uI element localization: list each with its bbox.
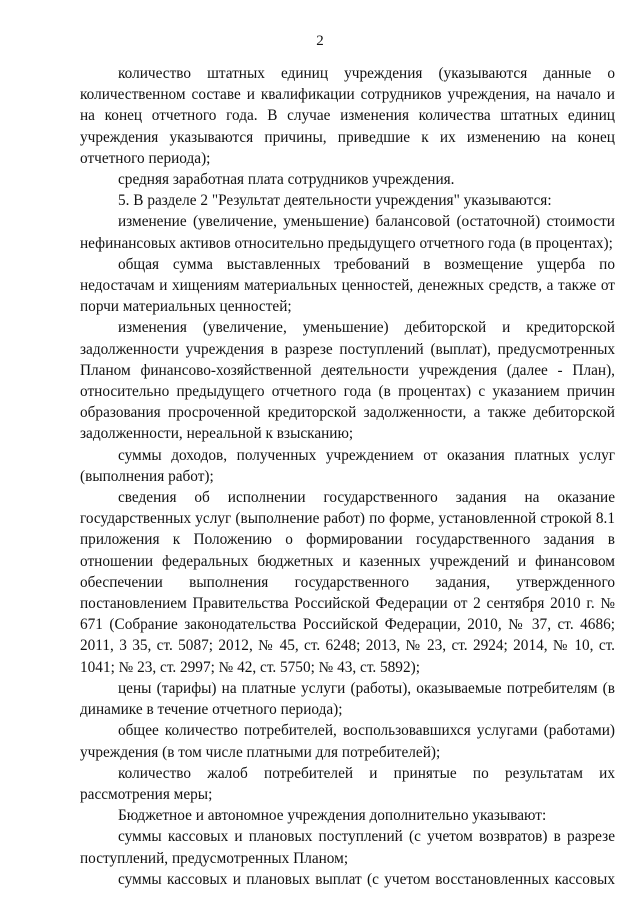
paragraph-consumer-count: общее количество потребителей, воспользовавшихся услугами (работами) учреждения (в том числе платными для потребителей); (80, 722, 615, 761)
paragraph-service-prices: цены (тарифы) на платные услуги (работы), оказываемые потребителям (в динамике в течение отчетного периода); (80, 679, 615, 719)
paragraph-state-assignment: сведения об исполнении государственного задания на оказание государственных услуг (выполнение работ) по форме, установленной строкой 8.1 приложения к Положению о формировании государственного задания в отношении федеральных бюджетных и казенных учреждений и финансовом обеспечении выполнения государственного задания, утвержденного постановлением Правительства Российской Федерации от 2 сентября 2010 г. № 671 (Собрание законодательства Российской Федерации, 2010, № 37, ст. 4686; 2011, 3 35, ст. 5087; 2012, № 45, ст. 6248; 2013, № 23, ст. 2924; 2014, № 10, ст. 1041; № 23, ст. 2997; № 42, ст. 5750; № 43, ст. 5892); (80, 489, 615, 676)
paragraph-budget-autonomous: Бюджетное и автономное учреждения дополнительно указывают: (118, 807, 547, 825)
paragraph-receipts: суммы кассовых и плановых поступлений (с учетом возвратов) в разрезе поступлений, предусмотренных Планом; (80, 828, 615, 867)
page-number: 2 (316, 33, 324, 49)
paragraph-damage-claims: общая сумма выставленных требований в возмещение ущерба по недостачам и хищениям материальных ценностей, денежных средств, а также от порчи материальных ценностей; (80, 255, 615, 316)
document-body (80, 63, 615, 890)
paragraph-staff-count: количество штатных единиц учреждения (указываются данные о количественном составе и квалификации сотрудников учреждения, на начало и на конец отчетного года. В случае изменения количества штатных единиц учреждения указываются причины, приведшие к их изменению на конец отчетного периода); (80, 65, 615, 167)
paragraph-paid-services-income: суммы доходов, полученных учреждением от оказания платных услуг (выполнения работ); (80, 446, 615, 485)
paragraph-average-salary: средняя заработная плата сотрудников учреждения. (118, 171, 455, 189)
paragraph-section-2-heading: 5. В разделе 2 "Результат деятельности учреждения" указываются: (118, 192, 552, 210)
paragraph-nonfinancial-assets: изменение (увеличение, уменьшение) балансовой (остаточной) стоимости нефинансовых активов относительно предыдущего отчетного года (в процентах); (80, 213, 615, 252)
paragraph-complaints: количество жалоб потребителей и принятые по результатам их рассмотрения меры; (80, 764, 615, 803)
paragraph-payments: суммы кассовых и плановых выплат (с учетом восстановленных кассовых (118, 870, 615, 888)
paragraph-receivables-payables: изменения (увеличение, уменьшение) дебиторской и кредиторской задолженности учреждения в разрезе поступлений (выплат), предусмотренных Планом финансово-хозяйственной деятельности учреждения (далее - План), относительно предыдущего отчетного года (в процентах) с указанием причин образования просроченной кредиторской задолженности, а также дебиторской задолженности, нереальной к взысканию; (80, 319, 615, 443)
